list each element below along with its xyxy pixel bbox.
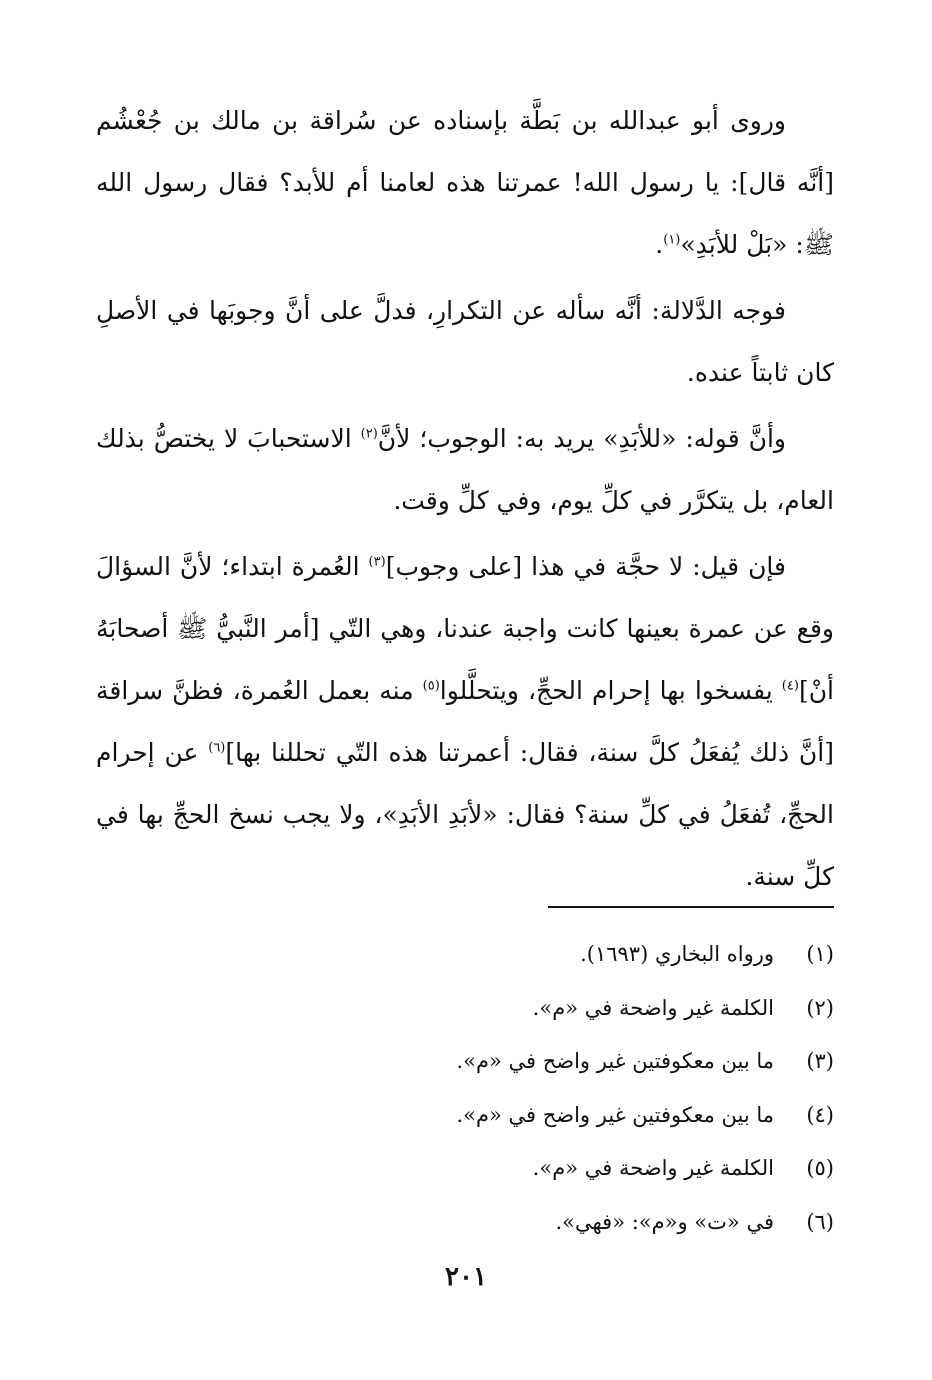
footnote-5-text: الكلمة غير واضحة في «م». <box>532 1156 774 1180</box>
paragraph-4-text-d: منه بعمل العُمرة، فظنَّ سراقة [أنَّ ذلك يُفعَلُ كلَّ سنة، فقال: أعمرتنا هذه التّي تحللنا بها] <box>96 676 834 767</box>
footnote-2-number: (٢) <box>806 995 834 1020</box>
paragraph-2-text: فوجه الدَّلالة: أنَّه سأله عن التكرارِ، فدلَّ على أنَّ وجوبَها في الأصلِ كان ثابتاً عنده. <box>96 296 834 387</box>
footnote-ref-2[interactable]: (٢) <box>360 426 378 442</box>
footnote-ref-1[interactable]: (١) <box>663 232 681 248</box>
footnote-6 <box>134 1196 834 1250</box>
footnote-1-number: (١) <box>806 942 834 966</box>
footnote-ref-4[interactable]: (٤) <box>781 678 799 694</box>
footnote-3 <box>134 1035 834 1089</box>
paragraph-1-text: وروى أبو عبدالله بن بَطَّة بإسناده عن سُراقة بن مالك بن جُعْشُم [أنَّه قال]: يا رسول الله! عمرتنا هذه لعامنا أم للأبد؟ فقال رسول الله ﷺ: «بَلْ للأبَدِ» <box>96 106 834 259</box>
footnote-5 <box>134 1142 834 1196</box>
footnote-4 <box>134 1089 834 1143</box>
paragraph-4-text-c: يفسخوا بها إحرام الحجِّ، ويتحلَّلوا <box>439 676 782 705</box>
footnote-5-number: (٥) <box>806 1156 834 1180</box>
paragraph-4-text-e: عن إحرام الحجِّ، تُفعَلُ في كلِّ سنة؟ فقال: «لأبَدِ الأبَدِ»، ولا يجب نسخ الحجِّ بها في كلِّ سنة. <box>96 738 834 891</box>
footnote-2 <box>134 982 834 1036</box>
footnote-4-number: (٤) <box>806 1102 834 1127</box>
footnote-6-text: في «ت» و«م»: «فهي». <box>555 1209 774 1234</box>
paragraph-2 <box>96 280 834 404</box>
page-number: ٢٠١ <box>445 1262 487 1292</box>
footnote-2-text: الكلمة غير واضحة في «م». <box>532 995 774 1020</box>
footnote-ref-6[interactable]: (٦) <box>208 740 226 756</box>
footnote-4-text: ما بين معكوفتين غير واضح في «م». <box>456 1102 774 1127</box>
paragraph-3-text-b: الاستحبابَ لا يختصُّ بذلك العام، بل يتكرَّر في كلِّ يوم، وفي كلِّ وقت. <box>96 424 834 515</box>
footnote-3-text: ما بين معكوفتين غير واضح في «م». <box>456 1049 774 1073</box>
paragraph-1 <box>96 90 834 276</box>
paragraph-3-text-a: وأنَّ قوله: «للأبَدِ» يريد به: الوجوب؛ لأنَّ <box>377 424 786 453</box>
footnote-6-number: (٦) <box>806 1209 834 1234</box>
footnote-divider <box>548 906 834 908</box>
paragraph-1-tail: . <box>655 230 664 259</box>
paragraph-4-text-a: فإن قيل: لا حجَّة في هذا [على وجوب] <box>385 552 786 581</box>
footnote-1 <box>134 928 834 982</box>
paragraph-4-text-b: العُمرة ابتداء؛ لأنَّ السؤالَ وقع عن عمرة بعينها كانت واجبة عندنا، وهي التّي [أمر النَّبيُّ ﷺ أصحابَهُ أنْ] <box>96 552 834 705</box>
paragraph-3 <box>96 408 834 532</box>
footnote-3-number: (٣) <box>806 1049 834 1073</box>
footnotes-list <box>134 928 834 1249</box>
main-text <box>96 90 834 912</box>
footnote-1-text: ورواه البخاري (١٦٩٣). <box>580 942 774 966</box>
footnote-ref-3[interactable]: (٣) <box>368 554 386 570</box>
paragraph-4 <box>96 536 834 908</box>
footnote-ref-5[interactable]: (٥) <box>422 678 440 694</box>
